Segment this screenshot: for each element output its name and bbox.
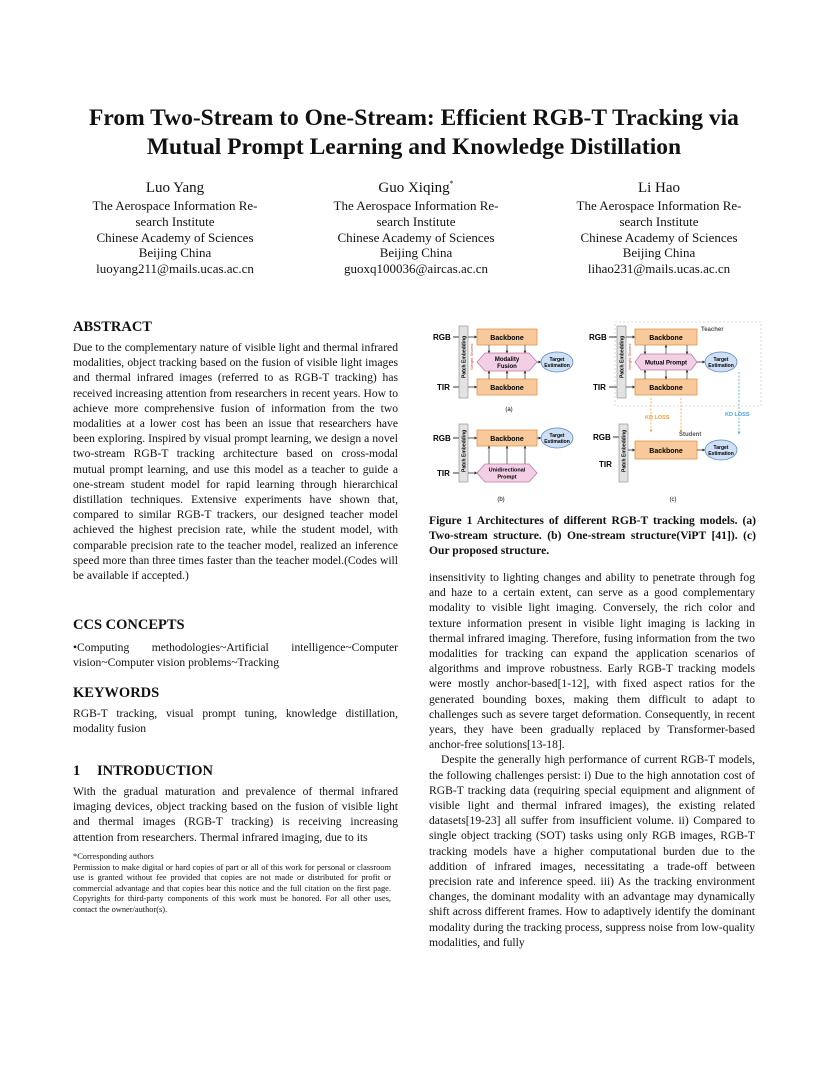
author-email[interactable]: lihao231@mails.ucas.ac.cn (587, 261, 731, 277)
tir-label: TIR (437, 469, 450, 478)
patch-embedding-label: Patch Embedding (461, 429, 468, 472)
intro-paragraph: insensitivity to lighting changes and ability to penetrate through fog and haze to a certain extent, can serve as a good complementary modality to visible light imaging. Conversely, the rich color and texture information present in visible light imaging is lacking in thermal infrared imaging. Therefore, fusing information from the two modalities for tracking can expand the application scenarios of algorithms and improve robustness. Early RGB-T tracking models were mostly anchor-based[1-12], with fixed aspect ratios for the generated bounding boxes, making them difficult to adapt to challenges such as severe target deformation. Consequently, in recent years, they have been gradually replaced by Transformer-based anchor-free solutions[13-18]. (429, 571, 755, 752)
student-label: Student (679, 432, 702, 438)
author-email[interactable]: guoxq100036@aircas.ac.cn (343, 261, 489, 277)
patch-embedding-label: Patch Embedding (461, 335, 468, 378)
modality-fusion-label: Modality (494, 357, 520, 363)
subfigure-label-b: (b) (497, 497, 505, 503)
author-affiliation: search Institute (619, 213, 699, 229)
ccs-body (73, 640, 398, 670)
author-affiliation: The Aerospace Information Re- (333, 198, 499, 213)
subfigure-label-a: (a) (505, 407, 513, 413)
kd-loss-label: KD LOSS (725, 412, 750, 418)
keywords-heading: KEYWORDS (73, 685, 160, 701)
intro-right-body (429, 570, 755, 950)
backbone-label: Backbone (649, 448, 683, 455)
rgb-label: RGB (433, 333, 451, 342)
tir-label: TIR (437, 383, 450, 392)
author-email[interactable]: luoyang211@mails.ucas.ac.cn (96, 261, 254, 277)
ccs-text: •Computing methodologies~Artificial intelligence~Computer vision~Computer vision problems~Tracking (73, 641, 398, 670)
architecture-figure (429, 320, 764, 508)
title-line-2: Mutual Prompt Learning and Knowledge Distillation (146, 134, 682, 160)
target-estimation-label: Target (549, 357, 565, 363)
author-block (60, 175, 290, 277)
target-estimation-label: Estimation (708, 451, 734, 457)
tir-label: TIR (593, 383, 606, 392)
corresponding-note: *Corresponding authors (73, 852, 154, 861)
intro-left-body (73, 784, 398, 845)
target-estimation-label: Target (549, 433, 565, 439)
weight-shared-label: Weight Shared (627, 343, 632, 370)
unidirectional-prompt-label: Prompt (497, 474, 517, 481)
ccs-heading: CCS CONCEPTS (73, 617, 185, 633)
unidirectional-prompt-label: Unidirectional (488, 467, 526, 474)
author-affiliation: Chinese Academy of Sciences (96, 229, 254, 245)
author-block (544, 175, 774, 277)
intro-paragraph: Despite the generally high performance of current RGB-T models, the following challenges persist: i) Due to the high annotation cost of RGB-T tracking data (requiring special equipment and alignment of visible light and thermal infrared images), the existing related datasets[19-23] all suffer from insufficient volume. ii) Compared to single object tracking (SOT) tasks using only RGB images, RGB-T tracking models have a higher computational burden due to the addition of infrared images, necessitating a trade-off between precision rate and inference speed. iii) As the tracking environment changes, the dominant modality with an advantage may dynamically shift across different frames. How to adaptively identify the dominant modality during the tracking process, suppress noise from low-quality modalities, and fully (429, 753, 755, 949)
diagram-a (433, 326, 573, 413)
patch-embedding-label: Patch Embedding (619, 335, 626, 378)
backbone-label: Backbone (490, 335, 524, 342)
backbone-label: Backbone (649, 385, 683, 392)
figure-caption: Figure 1 Architectures of different RGB-T tracking models. (a) Two-stream structure. (b) One-stream structure(ViPT [41]). (c) Our proposed structure. (429, 514, 756, 558)
author-affiliation: The Aerospace Information Re- (92, 198, 258, 213)
intro-heading (73, 762, 213, 780)
diagram-c (589, 322, 761, 503)
author-affiliation: search Institute (135, 213, 215, 229)
keywords-body (73, 706, 398, 736)
permission-note: Permission to make digital or hard copies of part or all of this work for personal or classroom use is granted without fee provided that copies are not made or distributed for profit or commercial advantage and that copies bear this notice and the full citation on the first page. Copyrights for third-party components of this work must be honored. For all other uses, contact the owner/author(s). (73, 862, 391, 914)
author-name: Luo Yang (145, 180, 205, 196)
author-name: Guo Xiqing* (378, 179, 454, 196)
author-block (301, 175, 531, 277)
author-location: Beijing China (138, 245, 212, 261)
author-location: Beijing China (622, 245, 696, 261)
footnote (73, 852, 391, 916)
mutual-prompt-label: Mutual Prompt (645, 360, 687, 367)
tir-label: TIR (599, 460, 612, 469)
subfigure-label-c: (c) (669, 497, 677, 503)
author-location: Beijing China (379, 245, 453, 261)
abstract-body (73, 340, 398, 583)
modality-fusion-label: Fusion (497, 364, 517, 370)
rgb-label: RGB (589, 333, 607, 342)
abstract-heading: ABSTRACT (73, 319, 152, 335)
diagram-b (433, 424, 573, 503)
title-line-1: From Two-Stream to One-Stream: Efficient RGB-T Tracking via (89, 105, 739, 131)
backbone-label: Backbone (649, 335, 683, 342)
backbone-label: Backbone (490, 436, 524, 443)
paper-title (40, 104, 788, 162)
target-estimation-label: Estimation (708, 363, 734, 369)
weight-shared-label: Weight Shared (469, 343, 474, 370)
author-affiliation: Chinese Academy of Sciences (337, 229, 495, 245)
author-affiliation: search Institute (376, 213, 456, 229)
target-estimation-label: Estimation (544, 439, 570, 445)
target-estimation-label: Target (713, 445, 729, 451)
rgb-label: RGB (433, 434, 451, 443)
teacher-label: Teacher (701, 327, 724, 333)
rgb-label: RGB (593, 433, 611, 442)
author-affiliation: Chinese Academy of Sciences (580, 229, 738, 245)
section-number: 1 (73, 763, 81, 779)
keywords-text: RGB-T tracking, visual prompt tuning, knowledge distillation, modality fusion (73, 707, 398, 736)
section-title: INTRODUCTION (97, 763, 214, 779)
target-estimation-label: Estimation (544, 363, 570, 369)
backbone-label: Backbone (490, 385, 524, 392)
patch-embedding-label: Patch Embedding (621, 429, 628, 472)
author-affiliation: The Aerospace Information Re- (576, 198, 742, 213)
kd-loss-label: KD LOSS (645, 415, 670, 421)
abstract-text: Due to the complementary nature of visible light and thermal infrared modalities, object tracking based on the fusion of visible light images and thermal infrared images (referred to as RGB-T tracking) has received increasing attention from researchers in recent years. How to achieve more comprehensive fusion of information from the two modalities at a lower cost has been an issue that researchers have been exploring. Inspired by visual prompt learning, we design a novel two-stream RGB-T tracking architecture based on cross-modal mutual prompt learning, and use this model as a teacher to guide a one-stream student model for rapid learning through hierarchical distillation techniques. Extensive experiments have shown that, compared to similar RGB-T trackers, our designed teacher model achieved the highest precision rate, while the student model, with comparable precision rate to the teacher model, realized an inference speed more than three times faster than the teacher model.(Codes will be available if accepted.) (73, 341, 398, 583)
target-estimation-label: Target (713, 357, 729, 363)
intro-left-text: With the gradual maturation and prevalence of thermal infrared imaging devices, object tracking based on the fusion of visible light and thermal images (RGB-T tracking) is receiving increasing attention from researchers. Thermal infrared imaging, due to its (73, 785, 398, 844)
author-name: Li Hao (637, 180, 681, 196)
